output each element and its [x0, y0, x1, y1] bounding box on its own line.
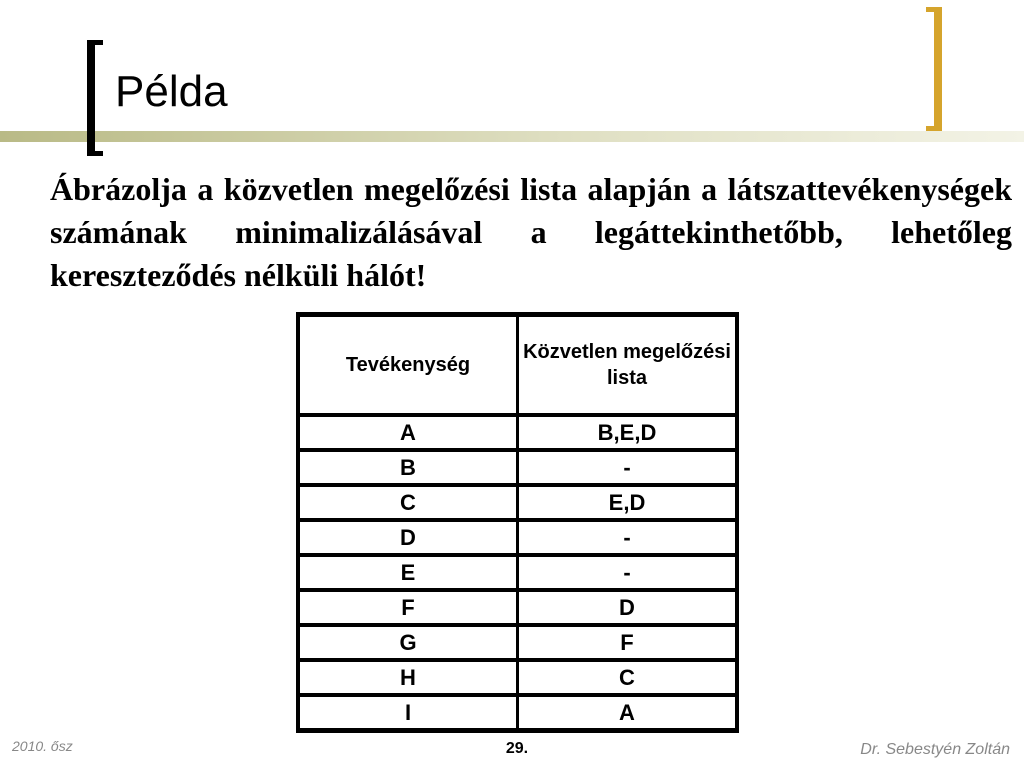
predecessor-cell: -	[518, 450, 736, 485]
table-row	[299, 555, 736, 590]
activity-cell: H	[299, 660, 518, 695]
activity-cell: E	[299, 555, 518, 590]
activity-cell: C	[299, 485, 518, 520]
predecessor-cell: C	[518, 660, 736, 695]
right-bracket-decoration	[926, 7, 942, 131]
activity-cell: G	[299, 625, 518, 660]
predecessor-cell: -	[518, 555, 736, 590]
header-activity: Tevékenység	[299, 315, 518, 415]
activity-cell: A	[299, 415, 518, 450]
footer-semester: 2010. ősz	[12, 738, 73, 754]
table-row	[299, 450, 736, 485]
activity-cell: B	[299, 450, 518, 485]
predecessor-cell: F	[518, 625, 736, 660]
table-row	[299, 660, 736, 695]
table-row	[299, 590, 736, 625]
activity-cell: F	[299, 590, 518, 625]
left-bracket-decoration	[87, 40, 103, 156]
footer-author: Dr. Sebestyén Zoltán	[860, 741, 1010, 758]
predecessor-cell: -	[518, 520, 736, 555]
activity-cell: D	[299, 520, 518, 555]
accent-band	[0, 131, 1024, 142]
page-number: 29.	[505, 740, 529, 757]
predecessor-cell: D	[518, 590, 736, 625]
predecessor-cell: A	[518, 695, 736, 730]
predecessor-cell: B,E,D	[518, 415, 736, 450]
header-predecessor-list: Közvetlen megelőzési lista	[518, 315, 736, 415]
table-row	[299, 695, 736, 730]
activity-cell: I	[299, 695, 518, 730]
table-row	[299, 625, 736, 660]
table-row	[299, 415, 736, 450]
slide-title: Példa	[115, 67, 228, 116]
precedence-table	[296, 312, 739, 733]
task-text: Ábrázolja a közvetlen megelőzési lista alapján a látszattevékenységek számának minimalizálásával a legáttekinthetőbb, lehetőleg kereszteződés nélküli hálót!	[50, 171, 1012, 293]
predecessor-cell: E,D	[518, 485, 736, 520]
table-row	[299, 485, 736, 520]
table-header-row	[299, 315, 736, 415]
table-row	[299, 520, 736, 555]
